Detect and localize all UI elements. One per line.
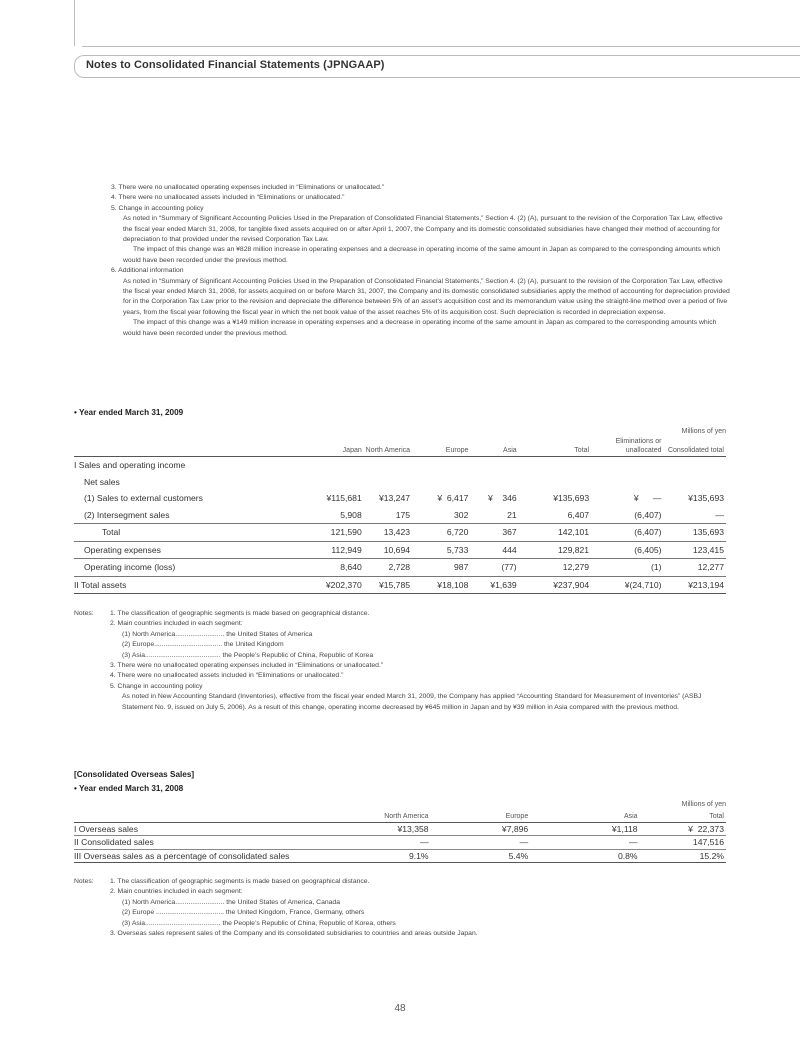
col-header: Europe	[505, 813, 529, 820]
note-text: 1. The classification of geographic segments is made based on geographical distance.	[110, 610, 370, 617]
table-cell: ¥237,904	[519, 576, 591, 594]
note-row	[74, 908, 726, 918]
table-cell: 444	[470, 541, 518, 559]
table-cell	[295, 474, 363, 491]
table-cell: ¥7,896	[431, 823, 531, 836]
table-cell: 147,516	[640, 836, 726, 849]
notes-prefix	[74, 619, 110, 629]
note-row	[74, 630, 726, 640]
notes-prefix: Notes:	[74, 610, 94, 617]
row-label: II Total assets	[74, 576, 295, 594]
notes-prefix	[74, 661, 110, 671]
note-row	[74, 919, 726, 929]
table-cell: 13,423	[364, 524, 412, 542]
table-cell: ¥ 6,417	[437, 493, 469, 504]
note-paragraph: The impact of this change was a ¥149 million increase in operating expenses and a decrease in operating income of the same amount in Japan as compared to the corresponding amounts which would have been recorded under the previous method.	[123, 319, 717, 337]
table-row	[74, 507, 726, 524]
header-blank	[74, 438, 295, 457]
table-cell: 367	[470, 524, 518, 542]
table-cell: ¥115,681	[326, 493, 362, 504]
note-text: 5. Change in accounting policy	[110, 682, 203, 690]
notes-prefix	[74, 692, 110, 713]
table-cell: 121,590	[295, 524, 363, 542]
note-text: (3) Asia........................................ the People’s Republic of China, Republic of Korea	[122, 651, 374, 659]
table-cell	[591, 474, 663, 491]
note-paragraph: The impact of this change was an ¥828 million increase in operating expenses and a decrease in operating income of the same amount in Japan as compared to the corresponding amounts which would have been recorded under the previous method.	[123, 246, 721, 264]
table-cell: 21	[507, 509, 517, 520]
table-cell: ¥202,370	[295, 576, 363, 594]
table-cell	[519, 457, 591, 474]
segment-notes	[74, 609, 726, 713]
table-cell: ¥135,693	[553, 493, 590, 504]
table-cell: 12,277	[664, 559, 726, 577]
col-header: Total	[574, 446, 590, 454]
note-paragraph: 6. Additional information	[111, 267, 184, 275]
overseas-section-title: • Year ended March 31, 2008	[74, 784, 184, 793]
table-cell	[591, 457, 663, 474]
notes-prefix	[74, 671, 110, 681]
table-row	[74, 836, 726, 849]
table-row	[74, 524, 726, 542]
table-cell	[519, 474, 591, 491]
note-row	[74, 682, 726, 692]
note-text: (2) Europe.................................... the United Kingdom	[122, 641, 284, 649]
note-text: (2) Europe .................................... the United Kingdom, France, Germany, others	[122, 909, 365, 917]
table-cell: ¥1,118	[530, 823, 639, 836]
table-cell: (6,407)	[591, 524, 663, 542]
table-cell: ¥13,358	[331, 823, 431, 836]
table-cell: 0.8%	[530, 849, 639, 862]
note-row	[74, 640, 726, 650]
note-paragraph: As noted in “Summary of Significant Accounting Policies Used in the Preparation of Consolidated Financial Statements,” Section 4. (2) (A), pursuant to the revision of the Corporation Tax Law, effective the fiscal year ended March 31, 2008, for assets acquired on or before March 31, 2007, the Company and its domestic consolidated subsidiaries apply the method of accounting for depreciation provided for in the Corporation Tax Law prior to the revision and depreciate the difference between 5% of an asset’s acquisition cost and its memorandum value using the straight-line method over a period of five years, from the fiscal year following the fiscal year in which the net book value of the asset reaches 5% of its acquisition cost. Such depreciation is recorded in depreciation expense.	[123, 277, 730, 316]
note-row	[74, 929, 726, 939]
col-header: Europe	[445, 446, 469, 454]
notes-prefix	[74, 908, 110, 918]
notes-prefix	[74, 682, 110, 692]
table-cell: ¥ 346	[487, 493, 517, 504]
table-row	[74, 823, 726, 836]
page-title: Notes to Consolidated Financial Statements (JPNGAAP)	[86, 59, 385, 71]
row-label: (2) Intersegment sales	[84, 509, 170, 520]
table-cell: ¥13,247	[378, 493, 411, 504]
table-cell: 9.1%	[331, 849, 431, 862]
note-text: 2. Main countries included in each segment:	[110, 888, 243, 896]
table-cell	[412, 474, 470, 491]
overseas-heading: [Consolidated Overseas Sales]	[74, 770, 195, 779]
note-text: (1) North America.......................... the United States of America, Canada	[122, 898, 340, 906]
table-cell: ¥135,693	[688, 493, 724, 504]
notes-prefix	[74, 919, 110, 929]
table-cell	[664, 474, 726, 491]
table-cell: ¥213,194	[664, 576, 726, 594]
note-paragraph: 5. Change in accounting policy	[111, 204, 204, 212]
row-label: I Overseas sales	[74, 823, 331, 836]
table-cell: ¥ —	[633, 493, 662, 504]
table-cell: (6,407)	[634, 509, 662, 520]
note-paragraph: 4. There were no unallocated assets included in “Eliminations or unallocated.”	[111, 194, 345, 202]
row-label: I Sales and operating income	[74, 460, 186, 471]
row-label: Operating expenses	[74, 541, 295, 559]
table-cell: —	[530, 836, 639, 849]
row-label: Operating income (loss)	[74, 559, 295, 577]
overseas-unit-label: Millions of yen	[681, 801, 726, 808]
col-header: Consolidated total	[667, 446, 724, 454]
table-cell: 10,694	[364, 541, 412, 559]
top-notes	[111, 183, 731, 339]
note-row	[74, 651, 726, 661]
row-label: Net sales	[84, 476, 120, 487]
table-cell: 8,640	[295, 559, 363, 577]
col-header: Asia	[623, 813, 638, 820]
row-label: (1) Sales to external customers	[84, 493, 203, 504]
table-cell: 5,733	[412, 541, 470, 559]
note-row	[74, 898, 726, 908]
note-text: (3) Asia........................................ the People’s Republic of China, Republic of Korea, others	[122, 919, 396, 927]
frame-left-line	[74, 0, 75, 46]
table-cell	[470, 457, 518, 474]
table-cell: 175	[395, 509, 411, 520]
table-cell: 6,407	[567, 509, 590, 520]
note-row	[74, 671, 726, 681]
table-cell: ¥ 22,373	[640, 823, 726, 836]
col-header: Total	[709, 813, 724, 820]
table-cell: (1)	[591, 559, 663, 577]
table-cell: 112,949	[295, 541, 363, 559]
table-cell: 12,279	[519, 559, 591, 577]
table-cell: 135,693	[664, 524, 726, 542]
col-header: North America	[384, 813, 429, 820]
table-cell: ¥15,785	[364, 576, 412, 594]
table-row	[74, 559, 726, 577]
row-label: Total	[74, 524, 295, 542]
note-text: 4. There were no unallocated assets included in “Eliminations or unallocated.”	[110, 672, 344, 680]
table-row	[74, 474, 726, 491]
table-cell: —	[331, 836, 431, 849]
table-cell: 6,720	[412, 524, 470, 542]
note-row	[74, 661, 726, 671]
table-cell	[295, 457, 363, 474]
note-text: 1. The classification of geographic segments is made based on geographical distance.	[110, 878, 370, 885]
table-cell: 5,908	[340, 509, 362, 520]
notes-prefix	[74, 887, 110, 897]
page-number: 48	[394, 1003, 406, 1014]
segment-table	[74, 438, 726, 594]
table-cell	[364, 474, 412, 491]
notes-prefix	[74, 651, 110, 661]
table-cell: —	[431, 836, 531, 849]
table-cell: 302	[454, 509, 469, 520]
note-text: 3. Overseas sales represent sales of the Company and its consolidated subsidiaries to countries and areas outside Japan.	[110, 930, 478, 938]
col-header: Eliminations or unallocated	[615, 438, 662, 454]
overseas-table	[74, 813, 726, 863]
table-row	[74, 541, 726, 559]
table-cell: —	[715, 509, 724, 520]
table-row	[74, 457, 726, 474]
table-cell: 142,101	[519, 524, 591, 542]
table-cell: ¥(24,710)	[591, 576, 663, 594]
note-text: 3. There were no unallocated operating expenses included in “Eliminations or unallocated.”	[110, 662, 384, 670]
table-cell: (77)	[470, 559, 518, 577]
table-row	[74, 576, 726, 594]
segment-unit-label: Millions of yen	[681, 428, 726, 435]
overseas-table-header	[74, 813, 726, 823]
table-row	[74, 490, 726, 507]
note-row	[74, 692, 726, 713]
note-text: 2. Main countries included in each segment:	[110, 620, 243, 628]
header-blank	[74, 813, 331, 823]
table-cell: 987	[412, 559, 470, 577]
table-cell: 5.4%	[431, 849, 531, 862]
segment-table-header	[74, 438, 726, 457]
table-cell: 123,415	[664, 541, 726, 559]
table-cell	[470, 474, 518, 491]
col-header: North America	[365, 446, 411, 454]
table-cell	[364, 457, 412, 474]
note-row	[74, 887, 726, 897]
notes-prefix	[74, 640, 110, 650]
notes-prefix: Notes:	[74, 878, 94, 885]
segment-section-title: • Year ended March 31, 2009	[74, 408, 184, 417]
note-text: (1) North America.......................... the United States of America	[122, 630, 313, 638]
table-cell: ¥18,108	[412, 576, 470, 594]
table-cell: 15.2%	[640, 849, 726, 862]
note-row	[74, 877, 726, 887]
row-label: II Consolidated sales	[74, 836, 331, 849]
table-cell: 2,728	[364, 559, 412, 577]
table-cell: (6,405)	[591, 541, 663, 559]
overseas-notes	[74, 877, 726, 939]
notes-prefix	[74, 929, 110, 939]
col-header: Japan	[342, 446, 362, 454]
note-paragraph: As noted in “Summary of Significant Accounting Policies Used in the Preparation of Consolidated Financial Statements,” Section 4. (2) (A), pursuant to the revision of the Corporation Tax Law, effective the fiscal year ended March 31, 2008, for tangible fixed assets acquired on or after April 1, 2007, the Company and its domestic consolidated subsidiaries have changed their method of accounting for depreciation to that provided under the revised Corporation Tax Law.	[123, 215, 723, 244]
row-label: III Overseas sales as a percentage of consolidated sales	[74, 849, 331, 862]
note-text: As noted in New Accounting Standard (Inventories), effective from the fiscal year ended March 31, 2009, the Company has applied “Accounting Standard for Measurement of Inventories” (ASBJ Statement No. 9, issued on July 5, 2006). As a result of this change, operating income decreased by ¥645 million in Japan and by ¥39 million in Asia compared with the previous method.	[122, 693, 702, 711]
table-cell	[412, 457, 470, 474]
table-cell	[664, 457, 726, 474]
note-row	[74, 609, 726, 619]
note-row	[74, 619, 726, 629]
notes-prefix	[74, 630, 110, 640]
note-paragraph: 3. There were no unallocated operating expenses included in “Eliminations or unallocated.”	[111, 184, 385, 191]
table-row	[74, 849, 726, 862]
table-cell: ¥1,639	[470, 576, 518, 594]
frame-top-line	[82, 46, 800, 47]
notes-prefix	[74, 898, 110, 908]
col-header: Asia	[503, 446, 517, 454]
table-cell: 129,821	[519, 541, 591, 559]
